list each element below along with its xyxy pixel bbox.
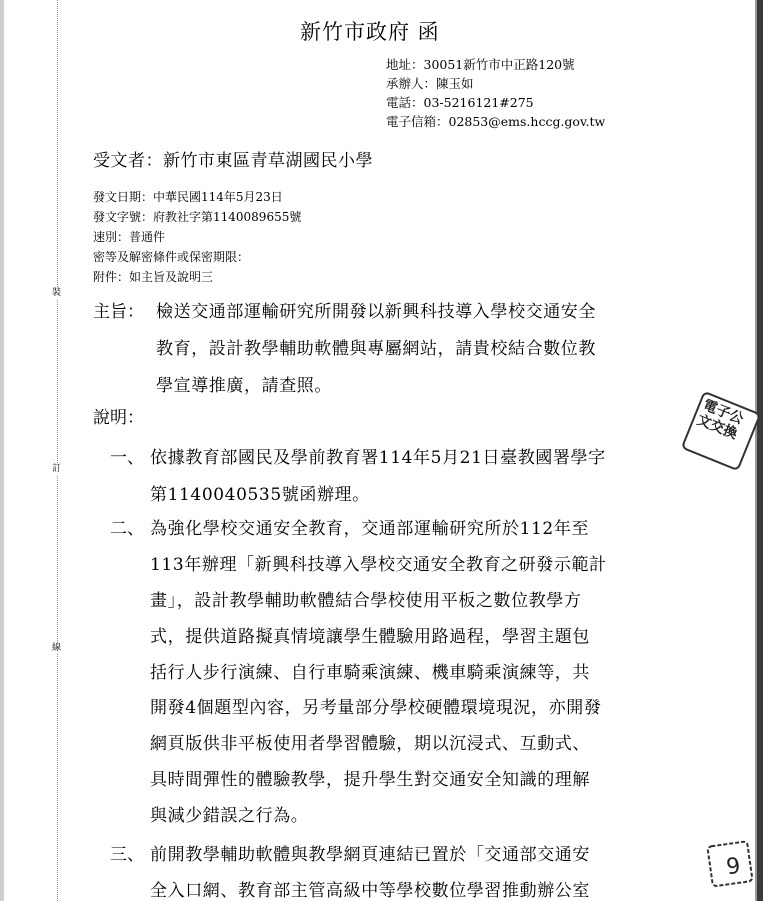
subject-label: 主旨： — [93, 302, 144, 322]
item-line: 網頁版供非平板使用者學習體驗，期以沉浸式、互動式、 — [150, 734, 590, 754]
contact-address: 地址：30051新竹市中正路120號 — [386, 57, 575, 72]
item-line: 畫」，設計教學輔助軟體結合學校使用平板之數位教學方 — [150, 591, 582, 611]
explanation-label: 說明： — [93, 408, 144, 428]
binding-line — [57, 0, 58, 901]
subject-line: 檢送交通部運輸研究所開發以新興科技導入學校交通安全 — [156, 302, 596, 322]
item-line: 前開教學輔助軟體與教學網頁連結已置於「交通部交通安 — [150, 845, 590, 865]
item-line: 依據教育部國民及學前教育署114年5月21日臺教國署學字 — [150, 448, 606, 468]
e-document-stamp: 電子公文交換 — [681, 391, 762, 472]
meta-date: 發文日期：中華民國114年5月23日 — [93, 190, 283, 204]
binding-mark-ding: 訂 — [52, 464, 62, 474]
meta-block — [93, 187, 301, 287]
item-line: 括行人步行演練、自行車騎乘演練、機車騎乘演練等，共 — [150, 663, 590, 683]
item-line: 第1140040535號函辦理。 — [150, 485, 370, 505]
window-left-border — [0, 0, 4, 901]
meta-attachment: 附件：如主旨及說明三 — [93, 270, 214, 284]
subject-line: 教育，設計教學輔助軟體與專屬網站，請貴校結合數位教 — [156, 339, 596, 359]
subject-line: 學宣導推廣，請查照。 — [156, 376, 332, 396]
scrollbar-track[interactable] — [757, 0, 763, 901]
meta-secrecy: 密等及解密條件或保密期限： — [93, 250, 250, 264]
item-line: 開發4個題型內容，另考量部分學校硬體環境現況，亦開發 — [150, 698, 602, 718]
item-number: 二、 — [110, 519, 144, 539]
page-stamp — [704, 838, 754, 890]
binding-mark-xian: 線 — [52, 643, 62, 653]
meta-number: 發文字號：府教社字第1140089655號 — [93, 210, 302, 224]
item-number: 三、 — [110, 845, 144, 865]
item-number: 一、 — [110, 448, 144, 468]
contact-block — [386, 55, 605, 131]
page-number: 9 — [724, 853, 743, 881]
item-line: 式，提供道路擬真情境讓學生體驗用路過程，學習主題包 — [150, 627, 590, 647]
item-line: 全入口網、教育部主管高級中等學校數位學習推動辦公室 — [150, 881, 590, 901]
contact-phone: 電話：03-5216121#275 — [386, 95, 534, 110]
document-title: 新竹市政府 函 — [300, 20, 440, 44]
item-line: 與減少錯誤之行為。 — [150, 806, 309, 826]
item-line: 113年辦理「新興科技導入學校交通安全教育之研發示範計 — [150, 555, 607, 575]
item-line: 為強化學校交通安全教育，交通部運輸研究所於112年至 — [150, 519, 590, 539]
binding-mark-zhuang: 裝 — [52, 288, 62, 298]
contact-email: 電子信箱：02853@ems.hccg.gov.tw — [386, 114, 606, 129]
contact-handler: 承辦人：陳玉如 — [386, 76, 474, 91]
item-line: 具時間彈性的體驗教學，提升學生對交通安全知識的理解 — [150, 770, 590, 790]
recipient: 受文者：新竹市東區青草湖國民小學 — [93, 151, 373, 171]
meta-speed: 速別：普通件 — [93, 230, 166, 244]
